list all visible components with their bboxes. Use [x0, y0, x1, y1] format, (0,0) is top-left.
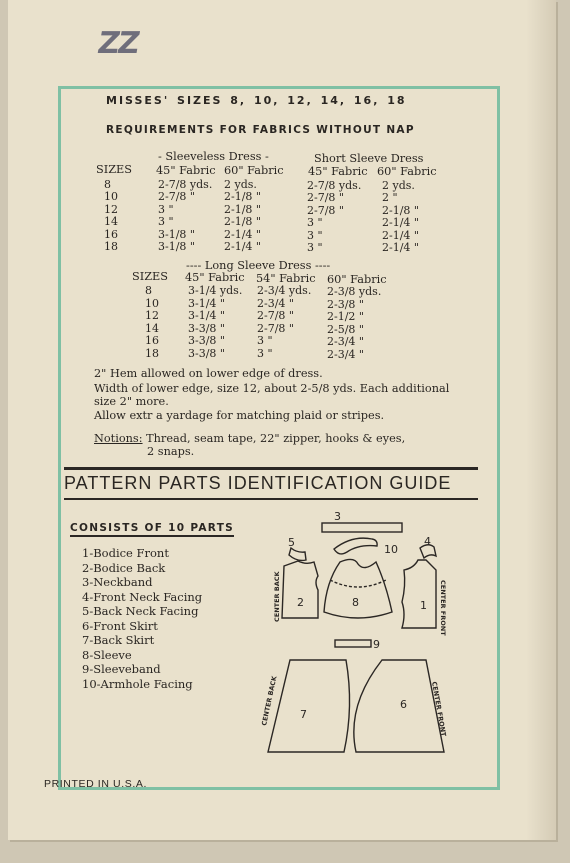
- table-cell: 16: [104, 227, 118, 241]
- table-cell: 18: [104, 240, 118, 253]
- table-cell: 2-7/8 ": [257, 309, 294, 323]
- list-item: 2-Bodice Back: [82, 560, 166, 575]
- table-cell: 2-7/8 ": [307, 191, 344, 205]
- list-item: 6-Front Skirt: [82, 618, 158, 633]
- notions-text: Thread, seam tape, 22" zipper, hooks & eyes,: [142, 432, 406, 445]
- table-cell: 2-1/8 ": [382, 203, 419, 217]
- center-back-label-top: CENTER BACK: [273, 571, 281, 622]
- label-5: 5: [288, 536, 295, 549]
- handwritten-mark: ZZ: [94, 26, 141, 61]
- list-item: 7-Back Skirt: [82, 633, 155, 647]
- group-sleeveless: - Sleeveless Dress -: [158, 150, 269, 163]
- piece-bodice-front: [402, 560, 436, 628]
- table-cell: 3-1/4 ": [188, 309, 225, 323]
- list-item: 5-Back Neck Facing: [82, 604, 199, 618]
- piece-sleeveband: [335, 640, 371, 647]
- table-cell: 10: [145, 296, 159, 310]
- piece-sleeve: [324, 559, 392, 618]
- sizes-heading: MISSES' SIZES 8, 10, 12, 14, 16, 18: [106, 94, 407, 107]
- table-cell: 2-3/4 ": [257, 296, 294, 310]
- table-cell: 2-7/8 ": [257, 321, 294, 335]
- table-cell: 2-1/2 ": [327, 310, 364, 324]
- label-3: 3: [334, 510, 341, 523]
- col2-45: 45" Fabric: [185, 271, 245, 284]
- table-cell: 3 ": [307, 228, 323, 242]
- note-plaid: Allow extr a yardage for matching plaid or stripes.: [94, 409, 385, 422]
- table-cell: 18: [145, 347, 159, 360]
- center-front-label-skirt: CENTER FRONT: [430, 680, 448, 738]
- center-back-label-skirt: CENTER BACK: [260, 675, 279, 727]
- piece-front-skirt: [354, 660, 444, 752]
- label-4: 4: [424, 535, 431, 548]
- consists-heading: CONSISTS OF 10 PARTS: [70, 522, 234, 537]
- table-cell: 2-1/8 ": [224, 190, 261, 204]
- table-cell: 3-1/8 ": [158, 240, 195, 253]
- piece-armhole-facing: [334, 538, 377, 554]
- list-item: 9-Sleeveband: [82, 662, 161, 676]
- table-cell: 2-3/4 ": [327, 335, 364, 349]
- label-6: 6: [400, 698, 407, 711]
- list-item: 3-Neckband: [82, 575, 153, 589]
- table-cell: 2-3/4 ": [327, 348, 364, 361]
- table-cell: 14: [145, 321, 159, 335]
- table-cell: 3-1/8 ": [158, 227, 195, 241]
- note-hem: 2" Hem allowed on lower edge of dress.: [94, 367, 323, 380]
- table-cell: 2 yds.: [224, 178, 257, 191]
- label-1: 1: [420, 599, 427, 612]
- col-60b: 60" Fabric: [377, 165, 437, 178]
- list-item: 4-Front Neck Facing: [82, 589, 203, 604]
- table-cell: 3 ": [257, 347, 273, 360]
- table-cell: 2-1/8 ": [224, 215, 261, 229]
- table-cell: 2-1/4 ": [382, 216, 419, 230]
- col-45: 45" Fabric: [156, 164, 216, 177]
- center-front-label-top: CENTER FRONT: [439, 580, 447, 636]
- table-cell: 2-5/8 ": [327, 322, 364, 336]
- guide-title: PATTERN PARTS IDENTIFICATION GUIDE: [64, 473, 452, 493]
- table-cell: 3-3/8 ": [188, 321, 225, 335]
- table-cell: 2-1/4 ": [382, 241, 419, 254]
- table-cell: 3 ": [307, 241, 323, 254]
- list-item: 1-Bodice Front: [82, 546, 169, 560]
- table-cell: 2 ": [382, 191, 398, 205]
- table-cell: 14: [104, 215, 118, 229]
- piece-back-neck-facing: [289, 548, 306, 560]
- table-cell: 2-1/4 ": [382, 228, 419, 242]
- table-cell: 8: [145, 284, 152, 297]
- table-cell: 2-3/8 ": [327, 297, 364, 311]
- table-cell: 3 ": [158, 215, 174, 229]
- list-item: 10-Armhole Facing: [82, 676, 193, 691]
- table-cell: 2-3/4 yds.: [257, 284, 312, 297]
- col-45b: 45" Fabric: [308, 165, 368, 178]
- table-cell: 8: [104, 178, 111, 191]
- table-cell: 3 ": [257, 334, 273, 348]
- label-10: 10: [384, 543, 398, 556]
- printed-in-usa: PRINTED IN U.S.A.: [44, 778, 147, 790]
- table-cell: 2-7/8 ": [307, 203, 344, 217]
- label-9: 9: [373, 638, 380, 651]
- table-cell: 2-7/8 ": [158, 190, 195, 204]
- notions-text-2: 2 snaps.: [147, 445, 195, 458]
- table-cell: 3-1/4 yds.: [188, 284, 243, 297]
- table-cell: 2-1/4 ": [224, 227, 261, 241]
- group-long-sleeve: ---- Long Sleeve Dress ----: [186, 259, 331, 272]
- table-cell: 2-3/8 yds.: [327, 285, 382, 298]
- col-60: 60" Fabric: [224, 164, 284, 177]
- piece-back-skirt: [268, 660, 350, 752]
- table-cell: 3-3/8 ": [188, 347, 225, 360]
- notions-label: Notions:: [94, 432, 143, 445]
- table-cell: 2-7/8 yds.: [158, 178, 213, 191]
- table-cell: 12: [104, 202, 118, 216]
- col-sizes: SIZES: [96, 163, 133, 176]
- label-7: 7: [300, 708, 307, 721]
- table-cell: 12: [145, 309, 159, 323]
- label-2: 2: [297, 596, 304, 609]
- table-cell: 3-3/8 ": [188, 334, 225, 348]
- table-cell: 2-1/8 ": [224, 202, 261, 216]
- table-cell: 3 ": [158, 202, 174, 216]
- sleeve-dashed-line: [330, 580, 386, 587]
- table-cell: 3 ": [307, 216, 323, 230]
- table-cell: 2-1/4 ": [224, 240, 261, 253]
- col2-60: 60" Fabric: [327, 273, 387, 286]
- piece-neckband: [322, 523, 402, 532]
- table-cell: 2-7/8 yds.: [307, 179, 362, 192]
- table-cell: 16: [145, 334, 159, 348]
- piece-bodice-back: [282, 561, 318, 618]
- col2-sizes: SIZES: [132, 270, 169, 283]
- table-cell: 3-1/4 ": [188, 296, 225, 310]
- col2-54: 54" Fabric: [256, 272, 316, 285]
- group-short-sleeve: Short Sleeve Dress: [314, 152, 424, 165]
- table-cell: 2 yds.: [382, 179, 415, 192]
- note-size: size 2" more.: [94, 395, 169, 408]
- list-item: 8-Sleeve: [82, 647, 132, 662]
- note-width: Width of lower edge, size 12, about 2-5/8 yds. Each additional: [94, 382, 450, 395]
- table-cell: 10: [104, 190, 118, 204]
- requirements-heading: REQUIREMENTS FOR FABRICS WITHOUT NAP: [106, 124, 415, 136]
- label-8: 8: [352, 596, 359, 609]
